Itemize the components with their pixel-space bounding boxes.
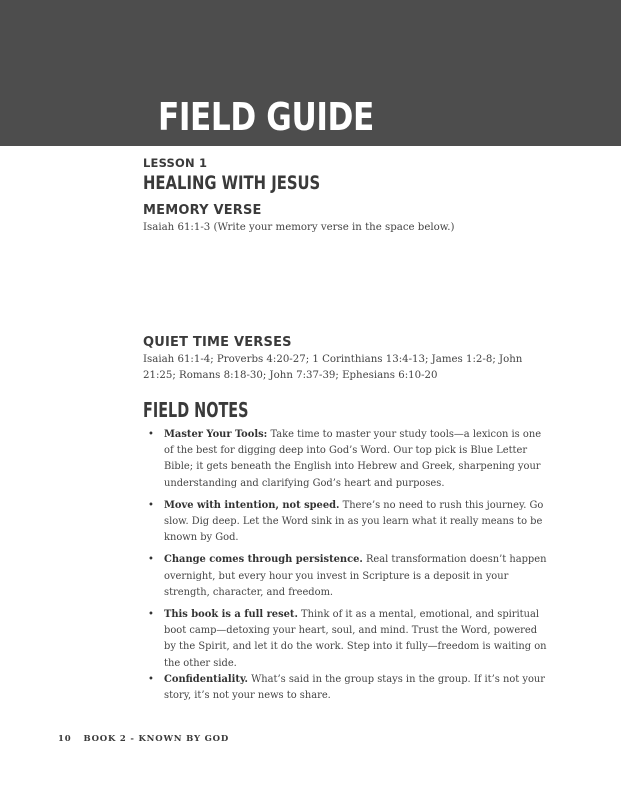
note-text: What’s said in the group stays in the group. If it’s not your story, it’s not your news to share.	[164, 673, 546, 702]
note-text: Take time to master your study tools—a lexicon is one of the best for digging deep into God’s Word. Our top pick is Blue Letter Bible; it gets beneath the English into Hebrew and Greek, sharpening your understanding and clarifying God’s heart and purposes.	[164, 429, 542, 489]
list-item	[143, 427, 548, 492]
field-notes-list	[143, 427, 548, 704]
note-text: There’s no need to rush this journey. Go slow. Dig deep. Let the Word sink in as you learn what it really means to be known by God.	[164, 499, 544, 544]
list-item	[143, 672, 548, 704]
book-label: BOOK 2 - KNOWN BY GOD	[83, 734, 230, 744]
lesson-label: LESSON 1	[143, 156, 208, 170]
note-bold: Change comes through persistence.	[164, 554, 363, 566]
list-item	[143, 552, 548, 601]
note-bold: Move with intention, not speed.	[164, 499, 340, 511]
note-bold: Confidentiality.	[164, 673, 248, 685]
page-number: 10	[58, 734, 72, 744]
lesson-title: HEALING WITH JESUS	[143, 172, 321, 194]
header-band	[0, 0, 621, 146]
note-bold: Master Your Tools:	[164, 429, 268, 440]
note-bold: This book is a full reset.	[164, 609, 298, 621]
bullet-icon: •	[148, 609, 154, 621]
note-text: Think of it as a mental, emotional, and spiritual boot camp—detoxing your heart, soul, and mind. Trust the Word, powered by the Spirit, and let it do the work. Step into it fully—freedom is waiting on the other side.	[164, 609, 547, 669]
memory-verse-heading: MEMORY VERSE	[143, 203, 262, 218]
memory-verse-text: Isaiah 61:1-3 (Write your memory verse in the space below.)	[143, 222, 455, 233]
field-notes-heading: FIELD NOTES	[143, 398, 249, 422]
bullet-icon: •	[148, 673, 154, 685]
bullet-icon: •	[148, 554, 154, 566]
page-title: FIELD GUIDE	[158, 95, 374, 139]
list-item	[143, 607, 548, 672]
page-footer	[58, 734, 229, 744]
list-item	[143, 498, 548, 547]
note-text: Real transformation doesn’t happen overnight, but every hour you invest in Scripture is a deposit in your strength, character, and freedom.	[164, 554, 547, 598]
quiet-time-heading: QUIET TIME VERSES	[143, 335, 292, 350]
bullet-icon: •	[148, 429, 154, 440]
quiet-time-text: Isaiah 61:1-4; Proverbs 4:20-27; 1 Corinthians 13:4-13; James 1:2-8; John 21:25; Romans 8:18-30; John 7:37-39; Ephesians 6:10-20	[143, 354, 523, 381]
bullet-icon: •	[148, 499, 154, 511]
lesson-content	[143, 155, 548, 704]
